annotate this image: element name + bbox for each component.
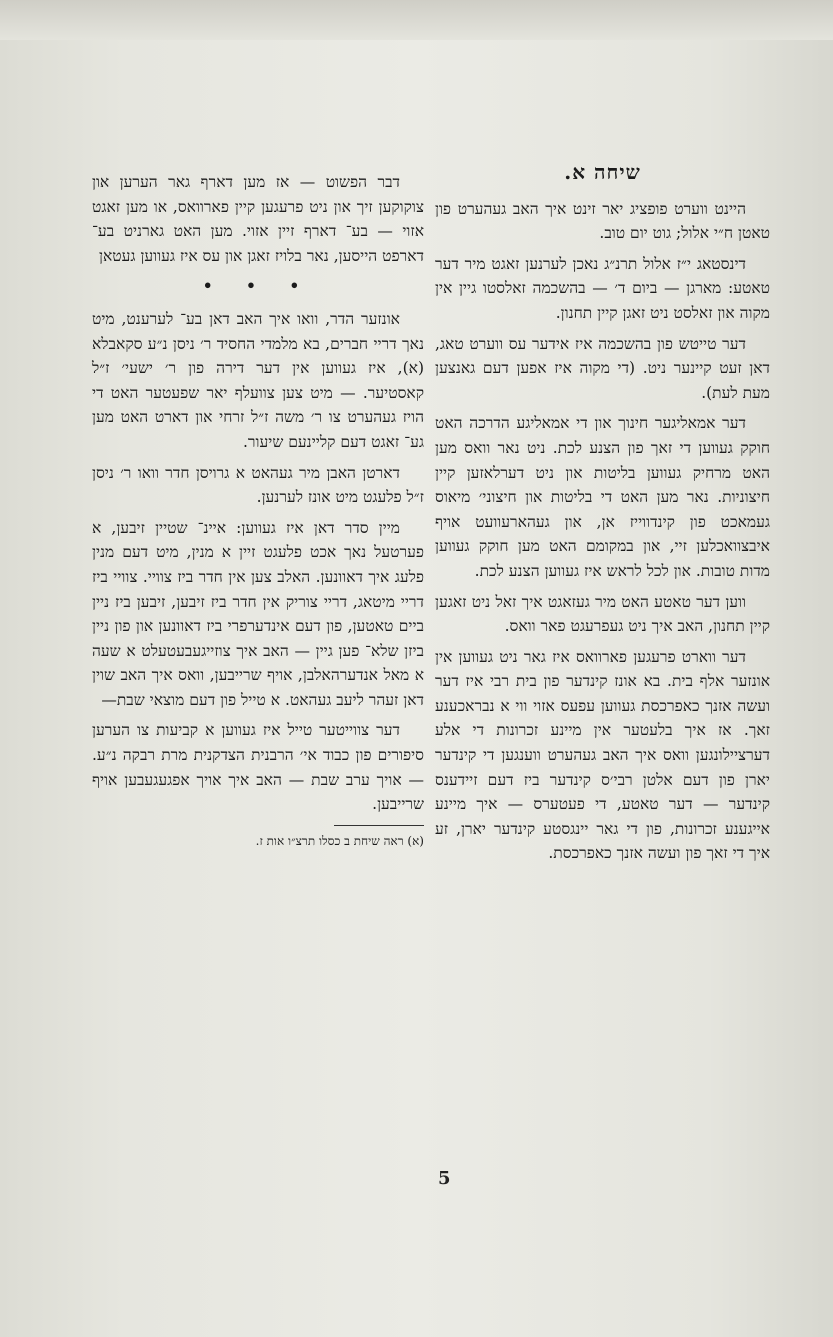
paragraph: דבר הפשוט — אז מען דארף גאר הערען און צוקוקען זיך און ניט פרעגען קיין פארוואס, או מען זאגט אזוי — בע־ דארף זיין אזוי. מען האט גארניט בע־ דארפט הייסען, נאר בלויז זאגן און עס איז געווען געטאן (92, 173, 424, 265)
paragraph: דארטן האבן מיר געהאט א גרויסן חדר וואו ר׳ ניסן ז״ל פלעגט מיט אונז לערנען. (92, 463, 424, 507)
footnote: (א) ראה שיחת ב כסלו תרצ״ו אות ז. (255, 833, 424, 848)
paragraph: אונזער הדר, וואו איך האב דאן בע־ לערענט, מיט נאך דריי חברים, בא מלמדי החסיד ר׳ ניסן נ״ע סקאבלא (א), איז געווען אין דער דירה פון ר׳ ישעי׳ ז״ל קאסטיער. — מיט צען צוועלף יאר שפעטער האט די הויז געהערט צו ר׳ משה ז״ל זרחי און דארט האט מען גע־ זאגט דעם קליינעם שיעור. (92, 309, 424, 451)
paragraph: דער אמאליגער חינוך און די אמאליגע הדרכה האט חוקק געווען די זאך פון הצנע לכת. ניט נאר וואס מען האט מרחיק געווען בליטות און ניט דערלאזען קיין חיצוניות. נאר מען האט די בליטות און חיצוני׳ מיאוס געמאכט פון קינדווייז אן, און געהארעוועט אויף איבצוואכלען זיי, און במקומם האט מען חוקק געווען מדות טובות. און לכל לראש איז געווען הצנע לכת. (435, 414, 770, 580)
paragraph: דינסטאג י״ז אלול תרנ״ג נאכן לערנען זאגט מיר דער טאטע: מארגן — ביום ד׳ — בהשכמה זאלסטו גיין אין מקוה און זאלסט ניט זאגן קיין תחנון. (435, 254, 770, 322)
paragraph: דער ווארט פרעגען פארוואס איז גאר ניט געווען אין אונזער אלף בית. בא אונז קינדער פון בית רבי איז דער ועשה אזנך כאפרכסת געווען עפעס אזוי ווי א נבראכענע זאך. אז איך בלעטער אין מיינע זכרונות די אלע דערציילונגען וואס איך האב געהערט ווענגען די קינדער יארן פון דעם אלטן רבי׳ס קינדער ביז דעם זיידענס קינדער — דער טאטע, די פעטערס — איך מיינע אייגענע זכרונות, פון די גאר יינגסטע קינדער יארן, זע איך די זאך פון ועשה אזנך כאפרכסת. (435, 647, 770, 863)
page-number: 5 (438, 1168, 451, 1189)
paragraph: מיין סדר דאן איז געווען: איינ־ שטיין זיבען, א פערטעל נאך אכט פלעגט זיין א מנין, מיט דעם מנין פלעג איך דאוונען. האלב צען אין חדר ביז צוויי. צוויי ביז דריי מיטאג, דריי צוריק אין חדר ביז זיבען, זיבען ביז ניין ביים טאטען, פון דעם אינדערפרי ביז דאוונען און פון ניין ביזן שלא־ פען גיין — האב איך צוזייגעבעטעלט א שעה א מאל אנדערהאלבן, אויף שרייבען, וואס איך האב שוין דאן זעהר ליעב געהאט. א טייל פון דעם מוצאי שבת— (92, 518, 424, 709)
page-title: שיחה א. (564, 160, 641, 184)
section-separator: • • • (202, 276, 314, 296)
right-text-column (435, 160, 770, 872)
paragraph: ווען דער טאטע האט מיר געזאגט איך זאל ניט זאגען קיין תחנון, האב איך ניט געפרעגט פאר וואס. (435, 592, 770, 636)
paragraph: דער טייטש פון בהשכמה איז אידער עס ווערט טאג, דאן זעט קיינער ניט. (די מקוה איז אפען דעם גאנצען מעת לעת). (435, 334, 770, 402)
paragraph: היינט ווערט פופציג יאר זינט איך האב געהערט פון טאטן ח״י אלול; גוט יום טוב. (435, 199, 770, 243)
page-top-shadow (0, 0, 833, 40)
left-text-column (92, 170, 424, 856)
footnote-rule (334, 825, 424, 826)
paragraph: דער צווייטער טייל איז געווען א קביעות צו הערען סיפורים פון כבוד אי׳ הרבנית הצדקנית מרת רבקה נ״ע. — אויך ערב שבת — האב איך אויך אפגעגעבען אויף שרייבען. (92, 721, 424, 814)
